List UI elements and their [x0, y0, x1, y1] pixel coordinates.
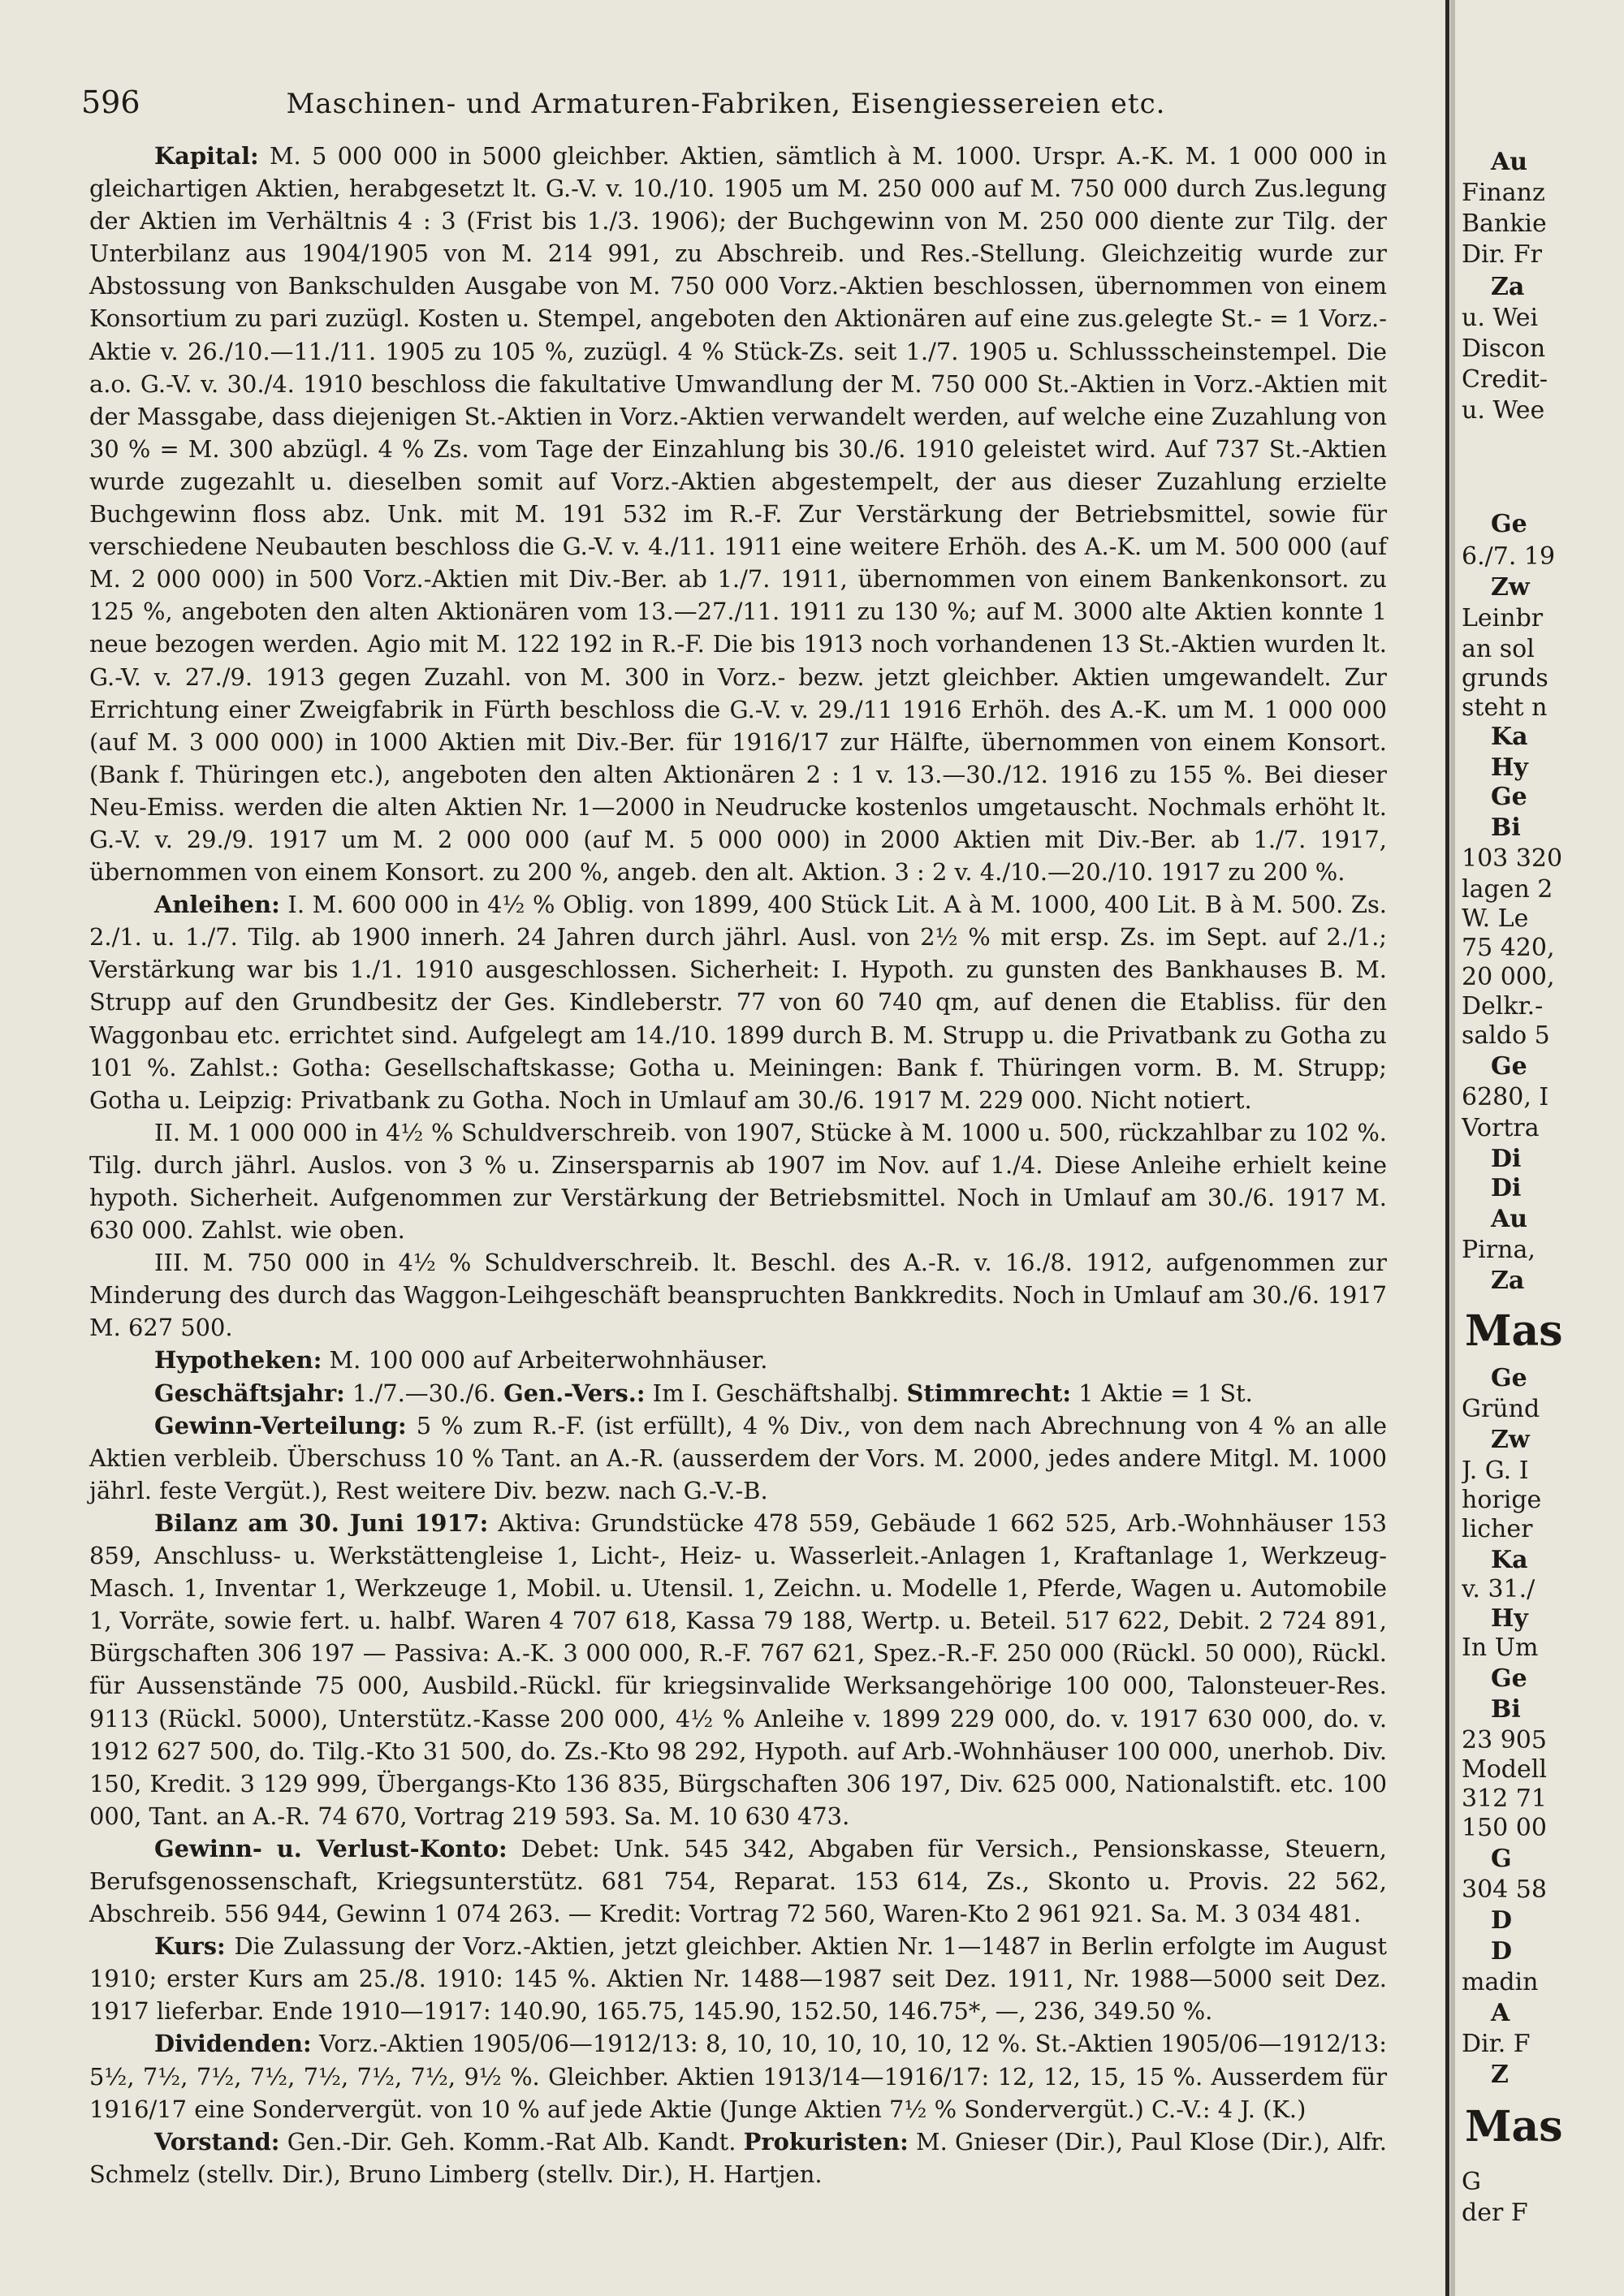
section-label: Gewinn-Verteilung:: [154, 1411, 407, 1439]
fragment-text: Dir. F: [1462, 2030, 1531, 2058]
section-label: Gewinn- u. Verlust-Konto:: [154, 1834, 508, 1862]
section-text: Gen.-Dir. Geh. Komm.-Rat Alb. Kandt.: [279, 2127, 744, 2156]
section-gewinn-verlust: [89, 1832, 1387, 1930]
section-kurs: [89, 1930, 1387, 2027]
fragment-text: Finanz: [1462, 179, 1545, 207]
fragment-text: Ge: [1491, 1664, 1527, 1693]
page-number: 596: [81, 84, 140, 120]
fragment-text: horige: [1462, 1486, 1542, 1514]
section-text: 5 % zum R.-F. (ist erfüllt), 4 % Div., von dem nach Abrechnung von 4 % an alle Aktien verbleib. Überschuss 10 % Tant. an A.-R. (ausserdem der Vors. M. 2000, jedes andere Mitgl. M. 1000 jährl. feste Vergüt.), Rest weitere Div. bezw. nach G.-V.-B.: [89, 1411, 1387, 1504]
section-text: Vorz.-Aktien 1905/06—1912/13: 8, 10, 10, 10, 10, 10, 12 %. St.-Aktien 1905/06—1912/13: 5½, 7½, 7½, 7½, 7½, 7½, 7½, 9½ %. Gleichber. Aktien 1913/14—1916/17: 12, 12, 15, 15 %. Ausserdem für 1916/17 eine Sondervergüt. von 10 % auf jede Aktie (Junge Aktien 7½ % Sondervergüt.) C.-V.: 4 J. (K.): [89, 2030, 1387, 2123]
fragment-text: Ge: [1491, 1052, 1527, 1081]
running-title: Maschinen- und Armaturen-Fabriken, Eisengiessereien etc.: [286, 88, 1166, 120]
fragment-text: G: [1491, 1845, 1512, 1873]
fragment-text: Di: [1491, 1174, 1522, 1202]
fragment-text: 20 000,: [1462, 963, 1555, 991]
fragment-text: Discon: [1462, 334, 1546, 363]
section-kapital: [89, 140, 1387, 888]
section-text: Debet: Unk. 545 342, Abgaben für Versich., Pensionskasse, Steuern, Berufsgenossenschaft, Kriegsunterstütz. 681 754, Reparat. 153 614, Zs., Skonto u. Provis. 22 562, Abschreib. 556 944, Gewinn 1 074 263. — Kredit: Vortrag 72 560, Waren-Kto 2 961 921. Sa. M. 3 034 481.: [89, 1834, 1387, 1928]
fragment-text: u. Wei: [1462, 304, 1539, 332]
fragment-text: Hy: [1491, 753, 1528, 782]
fragment-text: 150 00: [1462, 1814, 1547, 1842]
section-label: Hypotheken:: [154, 1346, 322, 1375]
fragment-text: Di: [1491, 1145, 1522, 1173]
section-gewinn-verteilung: [89, 1409, 1387, 1507]
fragment-text: steht n: [1462, 693, 1548, 722]
section-text: II. M. 1 000 000 in 4½ % Schuldverschreib. von 1907, Stücke à M. 1000 u. 500, rückzahlbar zu 102 %. Tilg. durch jährl. Auslos. von 3 % u. Zinsersparnis ab 1907 im Nov. auf 1./4. Diese Anleihe erhielt keine hypoth. Sicherheit. Aufgenommen zur Verstärkung der Betriebsmittel. Noch in Umlauf am 30./6. 1917 M. 630 000. Zahlst. wie oben.: [89, 1118, 1387, 1245]
fragment-text: licher: [1462, 1515, 1533, 1543]
fragment-text: Bankie: [1462, 209, 1547, 238]
fragment-text: Hy: [1491, 1604, 1528, 1633]
fragment-heading: Mas: [1465, 1306, 1563, 1356]
fragment-text: Credit-: [1462, 365, 1548, 394]
fragment-text: 75 420,: [1462, 934, 1555, 962]
fragment-text: v. 31./: [1462, 1575, 1535, 1603]
section-text: M. 5 000 000 in 5000 gleichber. Aktien, sämtlich à M. 1000. Urspr. A.-K. M. 1 000 000 in gleichartigen Aktien, herabgesetzt lt. G.-V. v. 10./10. 1905 um M. 250 000 auf M. 750 000 durch Zus.legung der Aktien im Verhältnis 4 : 3 (Frist bis 1./3. 1906); der Buchgewinn von M. 250 000 diente zur Tilg. der Unterbilanz aus 1904/1905 von M. 214 991, zu Abschreib. und Res.-Stellung. Gleichzeitig wurde zur Abstossung von Bankschulden Ausgabe von M. 750 000 Vorz.-Aktien beschlossen, übernommen von einem Konsortium zu pari zuzügl. Kosten u. Stempel, angeboten den Aktionären auf eine zus.gelegte St.- = 1 Vorz.-Aktie v. 26./10.—11./11. 1905 zu 105 %, zuzügl. 4 % Stück-Zs. seit 1./7. 1905 u. Schlussscheinstempel. Die a.o. G.-V. v. 30./4. 1910 beschloss die fakultative Umwandlung der M. 750 000 St.-Aktien in Vorz.-Aktien mit der Massgabe, dass diejenigen St.-Aktien in Vorz.-Aktien verwandelt werden, auf welche eine Zuzahlung von 30 % = M. 300 abzügl. 4 % Zs. vom Tage der Einzahlung bis 30./6. 1910 geleistet wird. Auf 737 St.-Aktien wurde zugezahlt u. dieselben somit auf Vorz.-Aktien abgestempelt, der aus dieser Zuzahlung erzielte Buchgewinn floss abz. Unk. mit M. 191 532 im R.-F. Zur Verstärkung der Betriebsmittel, sowie für verschiedene Neubauten beschloss die G.-V. v. 4./11. 1911 eine weitere Erhöh. des A.-K. um M. 500 000 (auf M. 2 000 000) in 500 Vorz.-Aktien mit Div.-Ber. ab 1./7. 1911, übernommen von einem Bankenkonsort. zu 125 %, angeboten den alten Aktionären vom 13.—27./11. 1911 zu 130 %; auf M. 3000 alte Aktien konnte 1 neue bezogen werden. Agio mit M. 122 192 in R.-F. Die bis 1913 noch vorhandenen 13 St.-Aktien wurden lt. G.-V. v. 27./9. 1913 gegen Zuzahl. von M. 300 in Vorz.- bezw. jetzt gleichber. Aktien umgewandelt. Zur Errichtung einer Zweigfabrik in Fürth beschloss die G.-V. v. 29./11 1916 Erhöh. des A.-K. um M. 1 000 000 (auf M. 3 000 000) in 1000 Aktien mit Div.-Ber. für 1916/17 zur Hälfte, übernommen von einem Konsort. (Bank f. Thüringen etc.), angeboten den alten Aktionären 2 : 1 v. 13.—30./12. 1916 zu 155 %. Bei dieser Neu-Emiss. werden die alten Aktien Nr. 1—2000 in Neudrucke kostenlos umgetauscht. Nochmals erhöht lt. G.-V. v. 29./9. 1917 um M. 2 000 000 (auf M. 5 000 000) in 2000 Aktien mit Div.-Ber. ab 1./7. 1917, übernommen von einem Konsort. zu 200 %, angeb. den alt. Aktion. 3 : 2 v. 4./10.—20./10. 1917 zu 200 %.: [89, 142, 1387, 887]
fragment-text: der F: [1462, 2199, 1528, 2227]
fragment-text: G: [1462, 2168, 1481, 2196]
fragment-text: W. Le: [1462, 904, 1529, 933]
section-anleihen-2: [89, 1116, 1387, 1246]
fragment-text: Leinbr: [1462, 604, 1544, 632]
fragment-text: an sol: [1462, 635, 1535, 663]
fragment-text: Bi: [1491, 1695, 1521, 1724]
fragment-text: 23 905: [1462, 1726, 1547, 1754]
section-text: III. M. 750 000 in 4½ % Schuldverschreib. lt. Beschl. des A.-R. v. 16./8. 1912, aufgenommen zur Minderung des durch das Waggon-Leihgeschäft beanspruchten Bankkredits. Noch in Umlauf am 30./6. 1917 M. 627 500.: [89, 1249, 1387, 1342]
column-divider-shadow: [1450, 0, 1455, 2296]
column-divider: [1445, 0, 1449, 2296]
section-label: Dividenden:: [154, 2030, 312, 2058]
fragment-text: Dir. Fr: [1462, 240, 1542, 269]
section-text: I. M. 600 000 in 4½ % Oblig. von 1899, 400 Stück Lit. A à M. 1000, 400 Lit. B à M. 500. Zs. 2./1. u. 1./7. Tilg. ab 1900 innerh. 24 Jahren durch jährl. Ausl. von 2½ % mit ersp. Zs. im Sept. auf 2./1.; Verstärkung war bis 1./1. 1910 ausgeschlossen. Sicherheit: I. Hypoth. zu gunsten des Bankhauses B. M. Strupp auf den Grundbesitz der Ges. Kindleberstr. 77 von 60 740 qm, auf denen die Etabliss. für den Waggonbau etc. errichtet sind. Aufgelegt am 14./10. 1899 durch B. M. Strupp u. die Privatbank zu Gotha zu 101 %. Zahlst.: Gotha: Gesellschaftskasse; Gotha u. Meiningen: Bank f. Thüringen vorm. B. M. Strupp; Gotha u. Leipzig: Privatbank zu Gotha. Noch in Umlauf am 30./6. 1917 M. 229 000. Nicht notiert.: [89, 891, 1387, 1114]
fragment-text: Zw: [1491, 1426, 1530, 1454]
section-hypotheken: [89, 1344, 1387, 1376]
fragment-text: 103 320: [1462, 844, 1563, 873]
section-label: Kurs:: [154, 1932, 226, 1961]
section-text: 1./7.—30./6.: [344, 1379, 504, 1407]
fragment-text: D: [1491, 1906, 1513, 1935]
fragment-text: 312 71: [1462, 1785, 1547, 1813]
adjacent-column-fragments: [1462, 0, 1624, 2296]
fragment-text: Vortra: [1462, 1114, 1540, 1142]
fragment-text: J. G. I: [1462, 1457, 1529, 1485]
section-vorstand: [89, 2126, 1387, 2190]
section-label: Kapital:: [154, 142, 259, 170]
fragment-text: saldo 5: [1462, 1021, 1550, 1050]
section-label: Geschäftsjahr:: [154, 1379, 345, 1407]
fragment-text: Za: [1491, 1267, 1525, 1295]
fragment-text: Pirna,: [1462, 1236, 1535, 1264]
fragment-text: Modell: [1462, 1755, 1547, 1784]
fragment-text: 6./7. 19: [1462, 542, 1556, 571]
section-text: Aktiva: Grundstücke 478 559, Gebäude 1 662 525, Arb.-Wohnhäuser 153 859, Anschluss- u. Werkstättengleise 1, Licht-, Heiz- u. Wasserleit.-Anlagen 1, Kraftanlage 1, Werkzeug-Masch. 1, Inventar 1, Werkzeuge 1, Mobil. u. Utensil. 1, Zeichn. u. Modelle 1, Pferde, Wagen u. Automobile 1, Vorräte, sowie fert. u. halbf. Waren 4 707 618, Kassa 79 188, Wertp. u. Beteil. 517 622, Debit. 2 724 891, Bürgschaften 306 197 — Passiva: A.-K. 3 000 000, R.-F. 767 621, Spez.-R.-F. 250 000 (Rückl. 50 000), Rückl. für Aussenstände 75 000, Ausbild.-Rückl. für kriegsinvalide Werksangehörige 100 000, Talonsteuer-Res. 9113 (Rückl. 5000), Unterstütz.-Kasse 200 000, 4½ % Anleihe v. 1899 229 000, do. v. 1917 630 000, do. v. 1912 627 500, do. Tilg.-Kto 31 500, do. Zs.-Kto 98 292, Hypoth. auf Arb.-Wohnhäuser 100 000, unerhob. Div. 150, Kredit. 3 129 999, Übergangs-Kto 136 835, Bürgschaften 306 197, Div. 625 000, Nationalstift. etc. 100 000, Tant. an A.-R. 74 670, Vortrag 219 593. Sa. M. 10 630 473.: [89, 1508, 1387, 1830]
fragment-text: Ge: [1491, 510, 1527, 538]
fragment-text: In Um: [1462, 1634, 1539, 1662]
fragment-text: Za: [1491, 273, 1525, 301]
fragment-text: Ge: [1491, 1364, 1527, 1392]
fragment-heading: Mas: [1465, 2102, 1563, 2151]
fragment-text: A: [1491, 1999, 1510, 2027]
fragment-text: Delkr.-: [1462, 992, 1544, 1021]
fragment-text: Ka: [1491, 1546, 1528, 1574]
section-text: Im I. Geschäftshalbj.: [645, 1379, 907, 1407]
fragment-text: 304 58: [1462, 1875, 1547, 1904]
section-text: M. 100 000 auf Arbeiterwohnhäuser.: [322, 1346, 768, 1375]
fragment-text: Ge: [1491, 783, 1527, 811]
fragment-text: madin: [1462, 1968, 1539, 1996]
section-bilanz: [89, 1507, 1387, 1832]
section-geschaeftsjahr: [89, 1377, 1387, 1409]
fragment-text: lagen 2: [1462, 875, 1553, 904]
fragment-text: Z: [1491, 2061, 1509, 2089]
fragment-text: D: [1491, 1937, 1513, 1966]
fragment-text: Au: [1491, 148, 1528, 176]
section-anleihen-1: [89, 888, 1387, 1116]
section-label: Anleihen:: [154, 891, 280, 919]
fragment-text: Zw: [1491, 573, 1530, 602]
fragment-text: Bi: [1491, 814, 1521, 842]
main-text-column: [89, 140, 1387, 2190]
page-header: [81, 84, 1380, 127]
section-label: Prokuristen:: [743, 2127, 909, 2156]
fragment-text: Au: [1491, 1205, 1528, 1233]
fragment-text: u. Wee: [1462, 396, 1545, 425]
section-text: Die Zulassung der Vorz.-Aktien, jetzt gleichber. Aktien Nr. 1—1487 in Berlin erfolgte im August 1910; erster Kurs am 25./8. 1910: 145 %. Aktien Nr. 1488—1987 seit Dez. 1911, Nr. 1988—5000 seit Dez. 1917 lieferbar. Ende 1910—1917: 140.90, 165.75, 145.90, 152.50, 146.75*, —, 236, 349.50 %.: [89, 1932, 1387, 2026]
fragment-text: grunds: [1462, 664, 1548, 693]
fragment-text: 6280, I: [1462, 1083, 1549, 1111]
section-label: Stimmrecht:: [906, 1379, 1072, 1407]
section-label: Bilanz am 30. Juni 1917:: [154, 1508, 489, 1537]
fragment-text: Gründ: [1462, 1395, 1540, 1423]
section-text: M. Gnieser (Dir.), Paul Klose (Dir.), Alfr. Schmelz (stellv. Dir.), Bruno Limberg (stellv. Dir.), H. Hartjen.: [89, 2127, 1387, 2188]
fragment-text: Ka: [1491, 723, 1528, 751]
section-label: Gen.-Vers.:: [503, 1379, 646, 1407]
section-text: 1 Aktie = 1 St.: [1071, 1379, 1253, 1407]
section-dividenden: [89, 2027, 1387, 2125]
section-label: Vorstand:: [154, 2127, 280, 2156]
section-anleihen-3: [89, 1246, 1387, 1344]
